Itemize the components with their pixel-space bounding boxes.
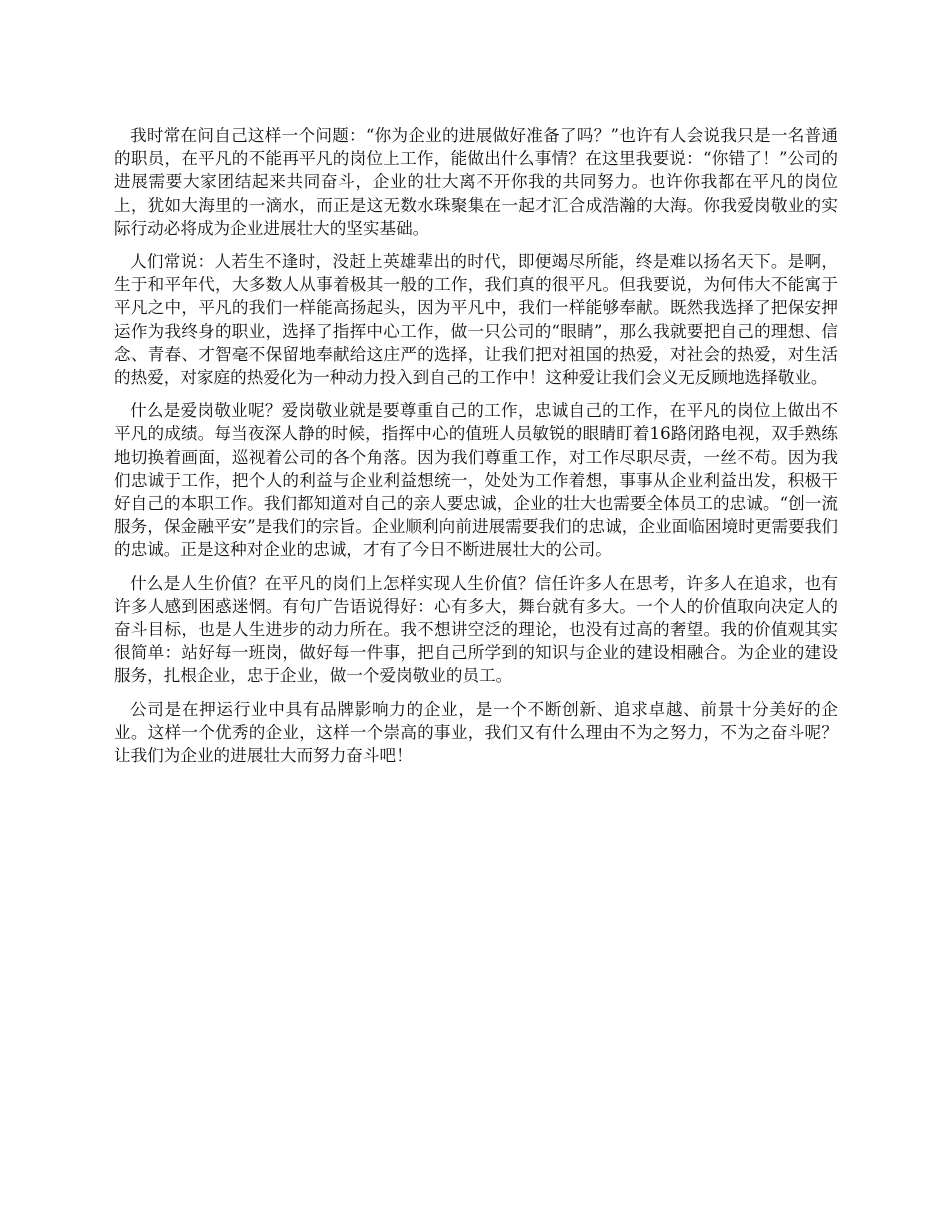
document-page <box>114 124 838 777</box>
paragraph-2: 人们常说：人若生不逢时，没赶上英雄辈出的时代，即便竭尽所能，终是难以扬名天下。是啊，生于和平年代，大多数人从事着极其一般的工作，我们真的很平凡。但我要说，为何伟大不能寓于平凡之中，平凡的我们一样能高扬起头，因为平凡中，我们一样能够奉献。既然我选择了把保安押运作为我终身的职业，选择了指挥中心工作，做一只公司的“眼睛”，那么我就要把自己的理想、信念、青春、才智毫不保留地奉献给这庄严的选择，让我们把对祖国的热爱，对社会的热爱，对生活的热爱，对家庭的热爱化为一种动力投入到自己的工作中！这种爱让我们会义无反顾地选择敬业。 <box>114 252 838 388</box>
paragraph-4: 什么是人生价值？在平凡的岗们上怎样实现人生价值？信任许多人在思考，许多人在追求，也有许多人感到困惑迷惘。有句广告语说得好：心有多大，舞台就有多大。一个人的价值取向决定人的奋斗目标，也是人生进步的动力所在。我不想讲空泛的理论，也没有过高的奢望。我的价值观其实很简单：站好每一班岗，做好每一件事，把自己所学到的知识与企业的建设相融合。为企业的建设服务，扎根企业，忠于企业，做一个爱岗敬业的员工。 <box>114 573 838 686</box>
paragraph-1: 我时常在问自己这样一个问题：“你为企业的进展做好准备了吗？”也许有人会说我只是一名普通的职员，在平凡的不能再平凡的岗位上工作，能做出什么事情？在这里我要说：“你错了！”公司的进展需要大家团结起来共同奋斗，企业的壮大离不开你我的共同努力。也许你我都在平凡的岗位上，犹如大海里的一滴水，而正是这无数水珠聚集在一起才汇合成浩瀚的大海。你我爱岗敬业的实际行动必将成为企业进展壮大的坚实基础。 <box>114 126 838 238</box>
paragraph-5: 公司是在押运行业中具有品牌影响力的企业，是一个不断创新、追求卓越、前景十分美好的企业。这样一个优秀的企业，这样一个崇高的事业，我们又有什么理由不为之努力，不为之奋斗呢？让我们为企业的进展壮大而努力奋斗吧！ <box>114 699 838 766</box>
paragraph-3: 什么是爱岗敬业呢？爱岗敬业就是要尊重自己的工作，忠诚自己的工作，在平凡的岗位上做出不平凡的成绩。每当夜深人静的时候，指挥中心的值班人员敏锐的眼睛盯着16路闭路电视，双手熟练地切换着画面，巡视着公司的各个角落。因为我们尊重工作，对工作尽职尽责，一丝不苟。因为我们忠诚于工作，把个人的利益与企业利益想统一，处处为工作着想，事事从企业利益出发，积极干好自己的本职工作。我们都知道对自己的亲人要忠诚，企业的壮大也需要全体员工的忠诚。“创一流服务，保金融平安”是我们的宗旨。企业顺利向前进展需要我们的忠诚，企业面临困境时更需要我们的忠诚。正是这种对企业的忠诚，才有了今日不断进展壮大的公司。 <box>114 401 838 560</box>
